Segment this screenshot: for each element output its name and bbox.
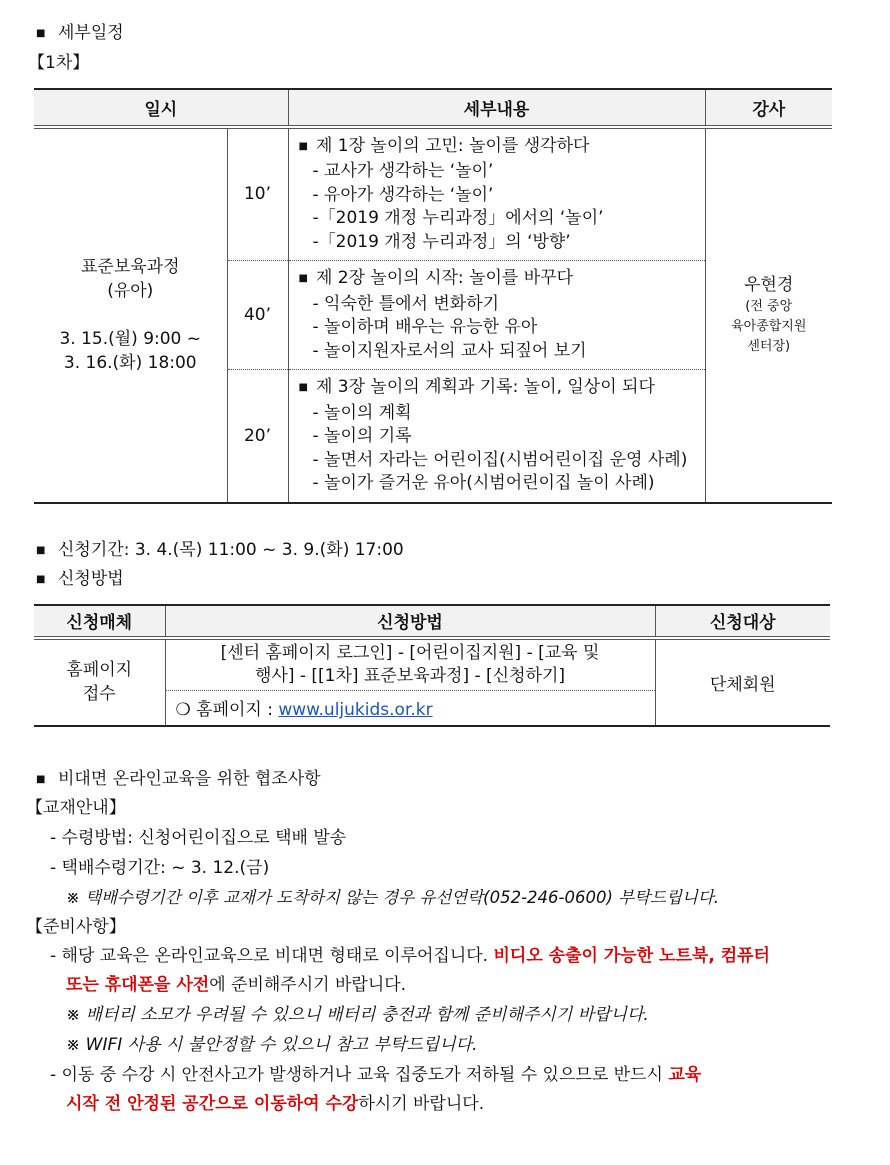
contents-3: ■ 제 3장 놀이의 계획과 기록: 놀이, 일상이 되다 - 놀이의 계획 - 놀이의 기록 - 놀면서 자라는 어린이집(시범어린이집 운영 사례) - 놀이가 즐거운 유아(시범어린이집 놀이 사례) [288, 370, 705, 503]
course-name: 표준보육과정 [80, 257, 180, 277]
duration-1: 10’ [227, 128, 288, 261]
prep-note: ※ WIFI 사용 시 불안정할 수 있으니 참고 부탁드립니다. [66, 1035, 478, 1055]
prep-item-2-cont [66, 1093, 484, 1115]
chapter-1-item: -「2019 개정 누리과정」의 ‘방향’ [312, 231, 571, 252]
course-sub: (유아) [107, 281, 154, 301]
chapter-3-item: - 놀이의 기록 [312, 426, 412, 446]
prep-title: 【준비사항】 [26, 917, 126, 937]
method-path-cell [165, 639, 655, 690]
prep-highlight: 비디오 송출이 가능한 노트북, 컴퓨터 [493, 946, 770, 966]
prep-item-1 [50, 945, 770, 967]
header-content: 세부내용 [288, 89, 705, 125]
chapter-3-item: - 놀이의 계획 [312, 402, 412, 423]
medium-line: 접수 [82, 684, 116, 705]
duration-3: 20’ [227, 370, 288, 503]
instructor-title: 센터장) [747, 339, 791, 354]
header-date: 일시 [34, 89, 288, 125]
prep-text: 에 준비해주시기 바랍니다. [209, 975, 407, 995]
chapter-3-item: - 놀면서 자라는 어린이집(시범어린이집 운영 사례) [312, 449, 688, 470]
prep-highlight: 시작 전 안정된 공간으로 이동하여 수강 [66, 1094, 359, 1114]
course-cell [34, 128, 227, 503]
chapter-1-title: 제 1장 놀이의 고민: 놀이를 생각하다 [315, 135, 590, 156]
contents-2: ■ 제 2장 놀이의 시작: 놀이를 바꾸다 - 익숙한 틀에서 변화하기 - 놀이하며 배우는 유능한 유아 - 놀이지원자로서의 교사 되짚어 보기 [288, 261, 705, 370]
textbook-item: - 수령방법: 신청어린이집으로 택배 발송 [50, 828, 347, 848]
header-medium: 신청매체 [34, 605, 165, 636]
course-date-end: 3. 16.(화) 18:00 [63, 353, 197, 373]
chapter-3-item: - 놀이가 즐거운 유아(시범어린이집 놀이 사례) [312, 473, 655, 493]
chapter-2-item: - 놀이하며 배우는 유능한 유아 [312, 317, 538, 337]
target-cell: 단체회원 [655, 639, 830, 726]
method-path-line: 행사] - [[1차] 표준보육과정] - [신청하기] [254, 665, 565, 686]
chapter-2-item: - 놀이지원자로서의 교사 되짚어 보기 [312, 340, 587, 361]
contents-1: ■ 제 1장 놀이의 고민: 놀이를 생각하다 - 교사가 생각하는 ‘놀이’ - 유아가 생각하는 ‘놀이’ -「2019 개정 누리과정」에서의 ‘놀이’ -「2019 개정 누리과정」의 ‘방향’ [288, 128, 705, 261]
application-method-heading: ■ 신청방법 [36, 568, 124, 593]
homepage-label: ❍ 홈페이지 : [175, 700, 273, 721]
chapter-2-item: - 익숙한 틀에서 변화하기 [312, 293, 500, 314]
prep-text: 하시기 바랍니다. [358, 1094, 485, 1114]
prep-highlight: 또는 휴대폰을 사전 [66, 975, 210, 995]
header-method: 신청방법 [165, 605, 655, 636]
chapter-3-title: 제 3장 놀이의 계획과 기록: 놀이, 일상이 되다 [315, 377, 655, 397]
application-period: ■ 신청기간: 3. 4.(목) 11:00 ~ 3. 9.(화) 17:00 [36, 539, 404, 564]
section-detail-schedule: ■ 세부일정 [36, 22, 124, 47]
chapter-1-item: - 유아가 생각하는 ‘놀이’ [312, 184, 494, 205]
instructor-cell [705, 128, 832, 503]
textbook-note: ※ 택배수령기간 이후 교재가 도착하지 않는 경우 유선연락(052-246-0600) 부탁드립니다. [66, 888, 720, 907]
prep-highlight: 교육 [668, 1065, 702, 1085]
header-instructor: 강사 [705, 89, 832, 125]
instructor-name: 우현경 [744, 275, 794, 295]
prep-item-1-cont [66, 974, 406, 996]
cooperation-heading: ■ 비대면 온라인교육을 위한 협조사항 [36, 768, 321, 793]
prep-note: ※ 배터리 소모가 우려될 수 있으니 배터리 충전과 함께 준비해주시기 바랍니다. [66, 1005, 649, 1025]
duration-2: 40’ [227, 261, 288, 370]
schedule-table [34, 88, 832, 504]
textbook-title: 【교재안내】 [26, 798, 126, 818]
chapter-1-item: - 교사가 생각하는 ‘놀이’ [312, 161, 494, 181]
prep-item-2 [50, 1064, 701, 1086]
homepage-cell [165, 690, 655, 726]
textbook-item: - 택배수령기간: ~ 3. 12.(금) [50, 858, 270, 878]
course-date-start: 3. 15.(월) 9:00 ~ [59, 329, 202, 349]
instructor-title: 육아종합지원 [731, 319, 807, 334]
chapter-2-title: 제 2장 놀이의 시작: 놀이를 바꾸다 [315, 268, 574, 288]
prep-text: - 해당 교육은 온라인교육으로 비대면 형태로 이루어집니다. [50, 946, 489, 966]
homepage-link[interactable]: www.uljukids.or.kr [278, 700, 433, 721]
instructor-title: (전 중앙 [745, 299, 793, 314]
application-table [34, 604, 830, 727]
method-path-line: [센터 홈페이지 로그인] - [어린이집지원] - [교육 및 [220, 642, 600, 663]
medium-line: 홈페이지 [66, 660, 133, 681]
medium-cell [34, 639, 165, 726]
round-label: 【1차】 [28, 53, 90, 73]
header-target: 신청대상 [709, 613, 776, 634]
chapter-1-item: -「2019 개정 누리과정」에서의 ‘놀이’ [312, 208, 604, 228]
prep-text: - 이동 중 수강 시 안전사고가 발생하거나 교육 집중도가 저하될 수 있으므로 반드시 [50, 1065, 663, 1085]
